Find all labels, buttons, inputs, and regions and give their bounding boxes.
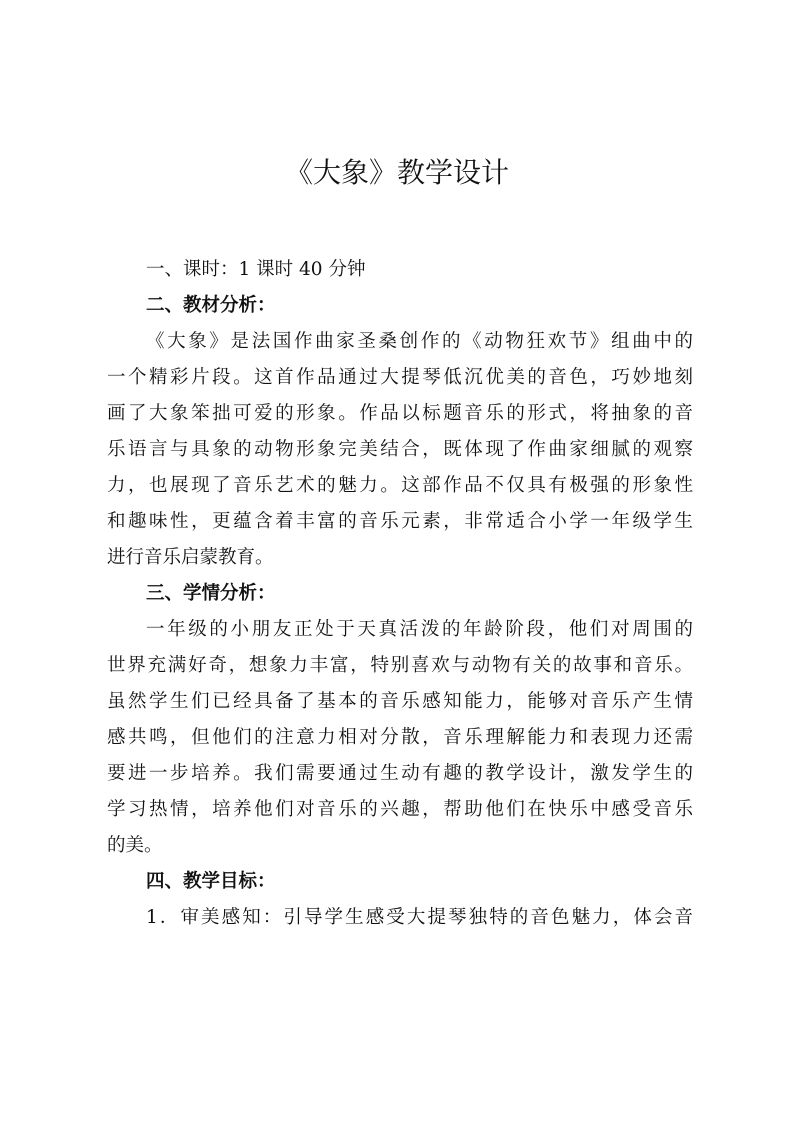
document-title: 《大象》教学设计	[284, 156, 509, 189]
paragraph-line: 和趣味性，更蕴含着丰富的音乐元素，非常适合小学一年级学生	[107, 511, 693, 532]
section-class-hours: 一、课时：1 课时 40 分钟	[146, 259, 366, 280]
section-heading-teaching-goals: 四、教学目标：	[146, 871, 276, 892]
paragraph-line: 感共鸣，但他们的注意力相对分散，音乐理解能力和表现力还需	[107, 727, 693, 748]
paragraph-line: 进行音乐启蒙教育。	[107, 547, 274, 568]
paragraph-line: 1．审美感知：引导学生感受大提琴独特的音色魅力，体会音	[146, 907, 693, 928]
paragraph-line: 《大象》是法国作曲家圣桑创作的《动物狂欢节》组曲中的	[146, 331, 693, 352]
section-heading-student-analysis: 三、学情分析：	[146, 583, 276, 604]
paragraph-line: 一个精彩片段。这首作品通过大提琴低沉优美的音色，巧妙地刻	[107, 367, 693, 388]
paragraph-line: 的美。	[107, 835, 163, 856]
paragraph-line: 虽然学生们已经具备了基本的音乐感知能力，能够对音乐产生情	[107, 691, 693, 712]
document-body	[107, 252, 693, 936]
paragraph-line: 画了大象笨拙可爱的形象。作品以标题音乐的形式，将抽象的音	[107, 403, 693, 424]
paragraph-line: 乐语言与具象的动物形象完美结合，既体现了作曲家细腻的观察	[107, 439, 693, 460]
paragraph-line: 力，也展现了音乐艺术的魅力。这部作品不仅具有极强的形象性	[107, 475, 693, 496]
paragraph-line: 要进一步培养。我们需要通过生动有趣的教学设计，激发学生的	[107, 763, 693, 784]
paragraph-line: 学习热情，培养他们对音乐的兴趣，帮助他们在快乐中感受音乐	[107, 799, 693, 820]
section-heading-material-analysis: 二、教材分析：	[146, 295, 276, 316]
paragraph-line: 一年级的小朋友正处于天真活泼的年龄阶段，他们对周围的	[146, 619, 693, 640]
paragraph-line: 世界充满好奇，想象力丰富，特别喜欢与动物有关的故事和音乐。	[107, 655, 693, 676]
